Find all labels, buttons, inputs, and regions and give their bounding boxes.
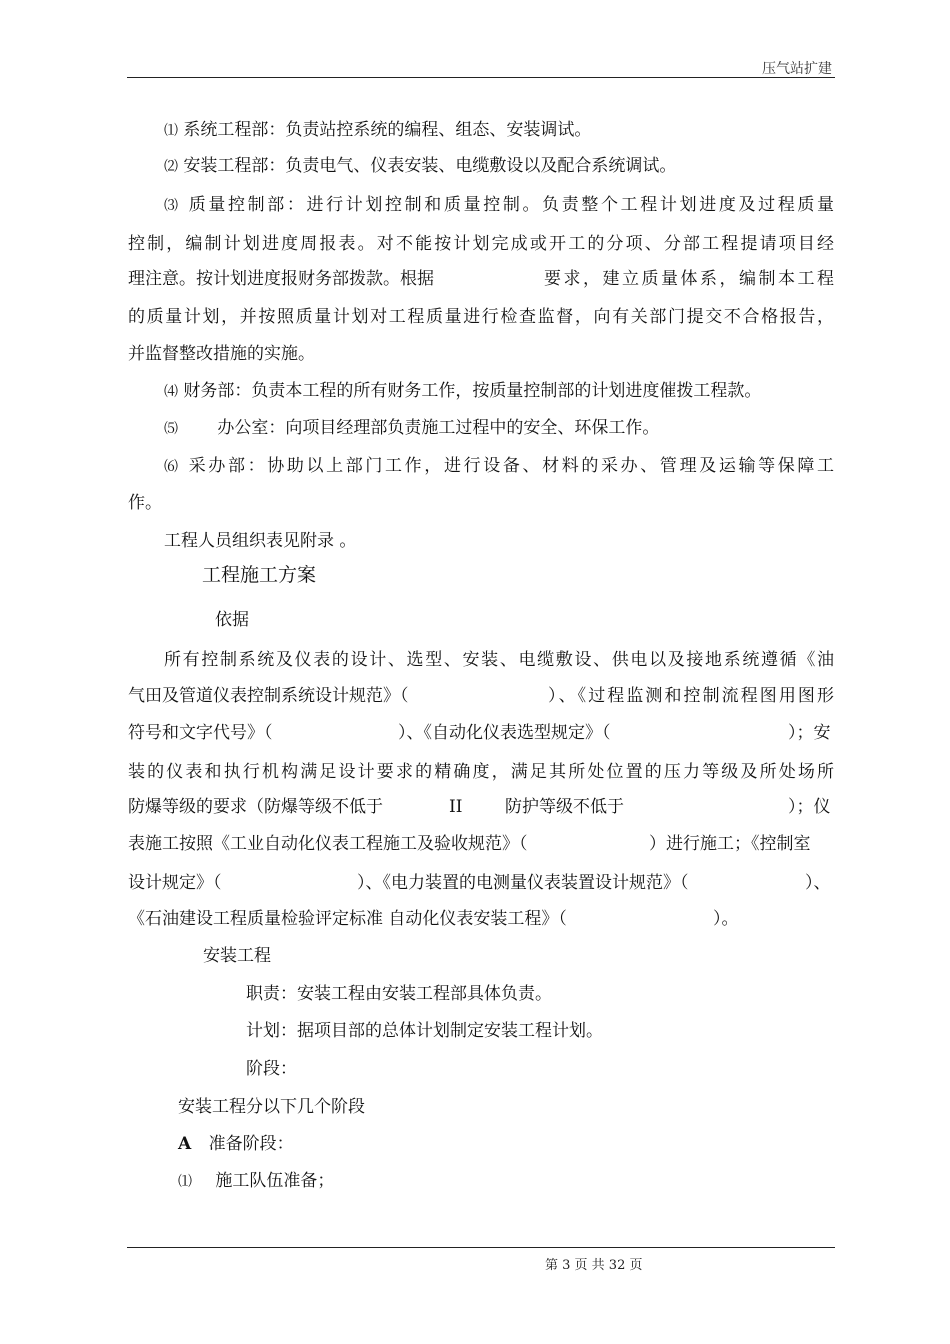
basis-line-3a: 符号和文字代号》（ — [128, 723, 273, 743]
install-stages-intro: 安装工程分以下几个阶段 — [178, 1097, 365, 1117]
quality-line-2: 控制，编制计划进度周报表。对不能按计划完成或开工的分项、分部工程提请项目经 — [128, 234, 834, 254]
section-title: 工程施工方案 — [202, 564, 317, 586]
item-text: 办公室：向项目经理部负责施工过程中的安全、环保工作。 — [217, 418, 660, 438]
basis-line-1: 所有控制系统及仪表的设计、选型、安装、电缆敷设、供电以及接地系统遵循《油 — [164, 650, 834, 670]
stage-a — [178, 1134, 294, 1154]
basis-line-4: 装的仪表和执行机构满足设计要求的精确度，满足其所处位置的压力等级及所处场所 — [128, 762, 834, 782]
item-number: ⑴ — [178, 1174, 192, 1190]
dept-item-quality — [164, 195, 834, 216]
quality-line-3b: 要求，建立质量体系，编制本工程 — [544, 269, 834, 289]
dept-item-finance — [164, 381, 761, 402]
basis-line-6a: 表施工按照《工业自动化仪表工程施工及验收规范》（ — [128, 834, 528, 854]
dept-item-purchase — [164, 456, 834, 477]
basis-line-5b: II — [449, 797, 463, 817]
item-number: ⑷ — [164, 384, 178, 400]
item-number: ⑵ — [164, 159, 178, 175]
item-number: ⑶ — [164, 198, 181, 214]
item-number: ⑸ — [164, 421, 178, 437]
item-text: 施工队伍准备； — [215, 1171, 335, 1191]
install-duty: 职责：安装工程由安装工程部具体负责。 — [246, 984, 552, 1004]
basis-line-8a: 《石油建设工程质量检验评定标准 自动化仪表安装工程》（ — [128, 909, 567, 929]
header-rule — [127, 77, 835, 78]
basis-line-8b: ）。 — [713, 909, 739, 929]
basis-line-5d: ）；仪 — [788, 797, 831, 817]
quality-line-4: 的质量计划，并按照质量计划对工程质量进行检查监督，向有关部门提交不合格报告， — [128, 307, 834, 327]
item-text: 安装工程部：负责电气、仪表安装、电缆敷设以及配合系统调试。 — [183, 156, 677, 176]
item-text: 采办部：协助以上部门工作，进行设备、材料的采办、管理及运输等保障工 — [188, 456, 835, 476]
item-text: 系统工程部：负责站控系统的编程、组态、安装调试。 — [183, 120, 592, 140]
item-number: ⑹ — [164, 459, 181, 475]
install-plan: 计划：据项目部的总体计划制定安装工程计划。 — [246, 1021, 603, 1041]
footer-rule — [127, 1247, 835, 1248]
quality-line-3a: 理注意。按计划进度报财务部拨款。根据 — [128, 269, 434, 289]
stage-a-text: 准备阶段： — [208, 1134, 294, 1154]
dept-item-office — [164, 418, 659, 439]
basis-line-7c: ）、 — [805, 873, 831, 893]
basis-line-3b: ）、《自动化仪表选型规定》（ — [398, 723, 611, 743]
purchase-cont: 作。 — [128, 493, 162, 513]
basis-line-3c: ）；安 — [788, 723, 831, 743]
basis-line-2a: 气田及管道仪表控制系统设计规范》（ — [128, 686, 409, 706]
basis-line-7a: 设计规定》（ — [128, 873, 222, 893]
dept-item-install — [164, 156, 676, 177]
item-text: 质量控制部：进行计划控制和质量控制。负责整个工程计划进度及过程质量 — [188, 195, 835, 215]
basis-line-5a: 防爆等级的要求（防爆等级不低于 — [128, 797, 383, 817]
basis-title: 依据 — [215, 610, 249, 630]
stage-a-item-1 — [178, 1171, 334, 1192]
basis-line-6b: ）进行施工；《控制室 — [649, 834, 811, 854]
basis-line-2b: ）、《过程监测和控制流程图用图形 — [548, 686, 834, 706]
basis-line-7b: ）、《电力装置的电测量仪表装置设计规范》（ — [357, 873, 689, 893]
basis-line-5c: 防护等级不低于 — [505, 797, 624, 817]
install-stage: 阶段： — [246, 1059, 297, 1079]
item-text: 财务部：负责本工程的所有财务工作，按质量控制部的计划进度催拨工程款。 — [183, 381, 762, 401]
stage-a-letter: A — [178, 1134, 192, 1154]
quality-line-5: 并监督整改措施的实施。 — [128, 344, 315, 364]
install-title: 安装工程 — [203, 946, 271, 966]
dept-item-system — [164, 120, 591, 141]
page-number: 第 3 页 共 32 页 — [545, 1258, 643, 1273]
staff-note: 工程人员组织表见附录 。 — [164, 531, 357, 551]
header-title: 压气站扩建 — [762, 61, 832, 77]
item-number: ⑴ — [164, 123, 178, 139]
